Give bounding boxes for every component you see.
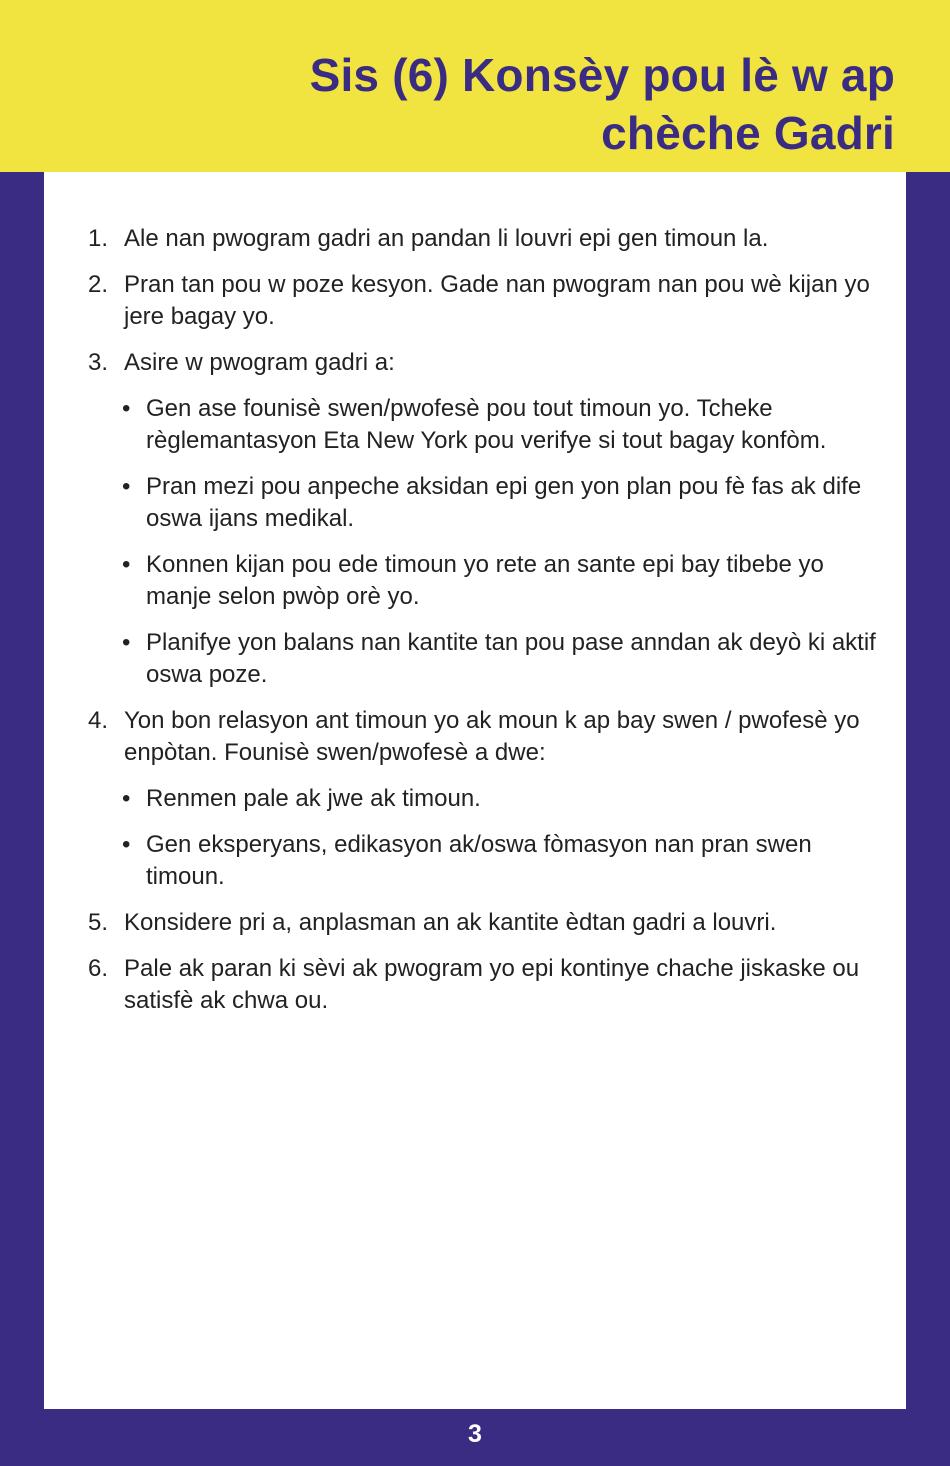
list-number: 2. [88,271,109,298]
list-item-4 [88,705,888,769]
list-item-2 [88,269,888,333]
list-item-6 [88,953,888,1017]
sub-item-text: Renmen pale ak jwe ak timoun. [146,785,481,812]
sub-item-text: Konnen kijan pou ede timoun yo rete an sante epi bay tibebe yo manje selon pwòp orè yo. [146,551,824,610]
sub-item-health [88,549,888,613]
list-number: 1. [88,225,109,252]
page-title-line-1: Sis (6) Konsèy pou lè w ap [309,49,895,101]
list-item-text: Pale ak paran ki sèvi ak pwogram yo epi kontinye chache jiskaske ou satisfè ak chwa ou. [124,955,860,1014]
bullet-icon: • [122,831,131,858]
sub-item-text: Gen ase founisè swen/pwofesè pou tout timoun yo. Tcheke règlemantasyon Eta New York pou verifye si tout bagay konfòm. [146,395,827,454]
page-title [95,46,895,162]
sub-item-training [88,829,888,893]
tips-list [88,223,888,1031]
page-number: 3 [468,1420,482,1448]
sub-item-text: Gen eksperyans, edikasyon ak/oswa fòmasyon nan pran swen timoun. [146,831,812,890]
content-panel [44,172,906,1409]
sub-item-text: Pran mezi pou anpeche aksidan epi gen yon plan pou fè fas ak dife oswa ijans medikal. [146,473,862,532]
list-item-text: Pran tan pou w poze kesyon. Gade nan pwogram nan pou wè kijan yo jere bagay yo. [124,271,870,330]
bullet-icon: • [122,473,131,500]
bullet-icon: • [122,395,131,422]
list-item-text: Ale nan pwogram gadri an pandan li louvri epi gen timoun la. [124,225,769,252]
sub-item-activity [88,627,888,691]
sub-item-staffing [88,393,888,457]
bullet-icon: • [122,629,131,656]
list-number: 3. [88,349,109,376]
list-item-text: Yon bon relasyon ant timoun yo ak moun k ap bay swen / pwofesè yo enpòtan. Founisè swen/pwofesè a dwe: [124,707,860,766]
page-title-line-2: chèche Gadri [601,107,895,159]
bullet-icon: • [122,785,131,812]
bullet-icon: • [122,551,131,578]
list-number: 5. [88,909,109,936]
list-number: 4. [88,707,109,734]
list-item-3 [88,347,888,379]
sub-item-text: Planifye yon balans nan kantite tan pou pase anndan ak deyò ki aktif oswa poze. [146,629,876,688]
list-item-text: Konsidere pri a, anplasman an ak kantite èdtan gadri a louvri. [124,909,777,936]
list-item-text: Asire w pwogram gadri a: [124,349,395,376]
sub-item-safety [88,471,888,535]
list-item-5 [88,907,888,939]
list-number: 6. [88,955,109,982]
sub-item-play [88,783,888,815]
header-banner [0,0,950,172]
list-item-1 [88,223,888,255]
